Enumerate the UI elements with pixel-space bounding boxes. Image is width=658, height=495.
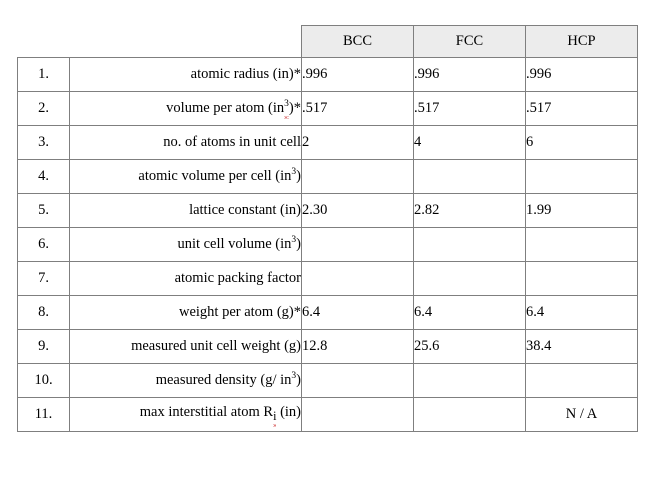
squiggly-underline-marker: i <box>273 405 276 423</box>
cell-hcp[interactable]: .517 <box>526 92 638 126</box>
cell-hcp[interactable] <box>526 262 638 296</box>
cell-hcp[interactable]: 6.4 <box>526 296 638 330</box>
row-number: 10. <box>18 364 70 398</box>
cell-hcp[interactable]: N / A <box>526 398 638 432</box>
header-blank-label <box>70 26 302 58</box>
cell-hcp[interactable] <box>526 364 638 398</box>
row-number: 8. <box>18 296 70 330</box>
cell-bcc[interactable]: 2 <box>302 126 414 160</box>
row-label: volume per atom $(in^3)*$ <box>70 92 302 126</box>
cell-bcc[interactable] <box>302 228 414 262</box>
cell-fcc[interactable]: 6.4 <box>414 296 526 330</box>
cell-hcp[interactable] <box>526 160 638 194</box>
table-row <box>18 126 638 160</box>
row-label: max interstitial atom $R_i$ (in) <box>70 398 302 432</box>
row-label: atomic radius (in)* <box>70 58 302 92</box>
cell-bcc[interactable] <box>302 398 414 432</box>
table-row <box>18 194 638 228</box>
table-row <box>18 58 638 92</box>
table-row <box>18 262 638 296</box>
cell-bcc[interactable]: 6.4 <box>302 296 414 330</box>
row-label: measured density (g/ $in^3$) <box>70 364 302 398</box>
row-number: 11. <box>18 398 70 432</box>
column-header-fcc: FCC <box>414 26 526 58</box>
cell-fcc[interactable] <box>414 262 526 296</box>
cell-fcc[interactable] <box>414 228 526 262</box>
row-number: 3. <box>18 126 70 160</box>
cell-bcc[interactable]: 2.30 <box>302 194 414 228</box>
table-row <box>18 364 638 398</box>
row-number: 7. <box>18 262 70 296</box>
cell-fcc[interactable]: .517 <box>414 92 526 126</box>
cell-hcp[interactable]: 38.4 <box>526 330 638 364</box>
cell-fcc[interactable]: 4 <box>414 126 526 160</box>
cell-bcc[interactable] <box>302 262 414 296</box>
column-header-bcc: BCC <box>302 26 414 58</box>
cell-hcp[interactable] <box>526 228 638 262</box>
row-label: lattice constant (in) <box>70 194 302 228</box>
row-number: 9. <box>18 330 70 364</box>
header-blank-number <box>18 26 70 58</box>
row-number: 1. <box>18 58 70 92</box>
cell-fcc[interactable]: 25.6 <box>414 330 526 364</box>
row-number: 2. <box>18 92 70 126</box>
table-row <box>18 296 638 330</box>
row-label: measured unit cell weight (g) <box>70 330 302 364</box>
cell-fcc[interactable]: 2.82 <box>414 194 526 228</box>
table-row <box>18 160 638 194</box>
cell-hcp[interactable]: 1.99 <box>526 194 638 228</box>
row-number: 5. <box>18 194 70 228</box>
row-label: atomic packing factor <box>70 262 302 296</box>
cell-bcc[interactable] <box>302 364 414 398</box>
cell-bcc[interactable]: .996 <box>302 58 414 92</box>
table-row <box>18 330 638 364</box>
row-label: weight per atom (g)* <box>70 296 302 330</box>
table-row <box>18 228 638 262</box>
crystal-structure-table <box>17 25 638 432</box>
table-row <box>18 398 638 432</box>
cell-hcp[interactable]: 6 <box>526 126 638 160</box>
row-number: 6. <box>18 228 70 262</box>
squiggly-underline-marker: 3 <box>284 101 289 117</box>
row-label: atomic volume per cell $(in^3)$ <box>70 160 302 194</box>
cell-bcc[interactable] <box>302 160 414 194</box>
cell-bcc[interactable]: 12.8 <box>302 330 414 364</box>
cell-fcc[interactable] <box>414 160 526 194</box>
table-row <box>18 92 638 126</box>
cell-hcp[interactable]: .996 <box>526 58 638 92</box>
cell-bcc[interactable]: .517 <box>302 92 414 126</box>
cell-fcc[interactable] <box>414 364 526 398</box>
table-header-row <box>18 26 638 58</box>
row-label: unit cell volume $(in^3)$ <box>70 228 302 262</box>
row-label: no. of atoms in unit cell <box>70 126 302 160</box>
column-header-hcp: HCP <box>526 26 638 58</box>
cell-fcc[interactable]: .996 <box>414 58 526 92</box>
cell-fcc[interactable] <box>414 398 526 432</box>
row-number: 4. <box>18 160 70 194</box>
